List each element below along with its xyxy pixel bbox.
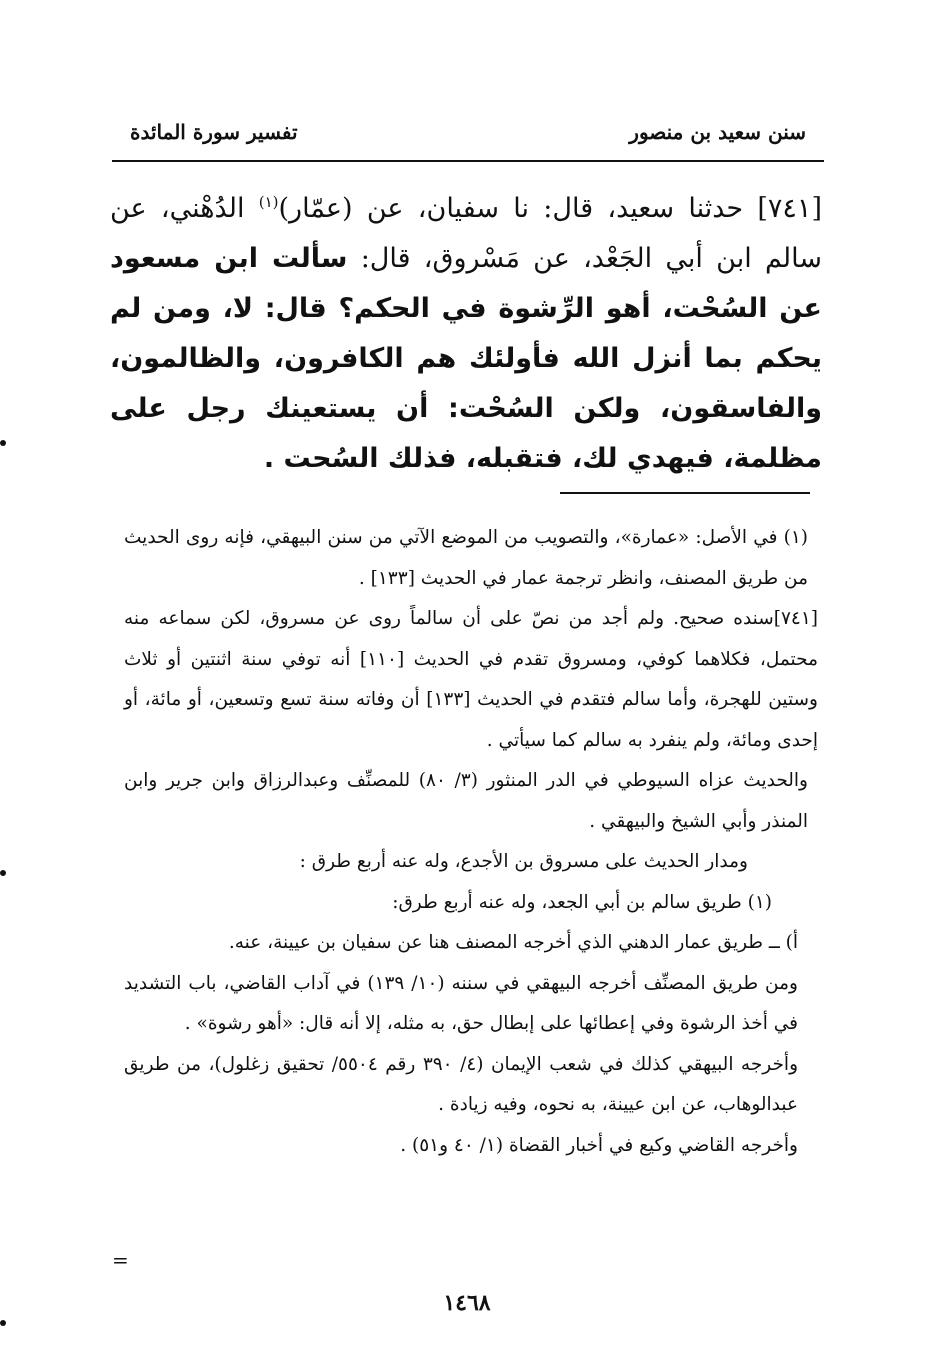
page-number: ١٤٦٨ xyxy=(443,1290,491,1316)
footnotes xyxy=(124,518,818,1166)
footnote-paragraph: وأخرجه البيهقي كذلك في شعب الإيمان (٤/ ٣٩٠ رقم ٥٥٠٤/ تحقيق زغلول)، من طريق عبدالوهاب، عن ابن عيينة، به نحوه، وفيه زيادة . xyxy=(124,1053,799,1115)
footnote-reference: (١) xyxy=(258,193,279,211)
footnote-paragraph: وأخرجه القاضي وكيع في أخبار القضاة (١/ ٤٠ و٥١) . xyxy=(400,1134,798,1156)
running-title-chapter: تفسير سورة المائدة xyxy=(130,120,298,144)
footnote-paragraph: والحديث عزاه السيوطي في الدر المنثور (٣/ ٨٠) للمصنِّف وعبدالرزاق وابن جرير وابن المنذر وأبي الشيخ والبيهقي . xyxy=(124,770,808,832)
footnote-paragraph: ومن طريق المصنِّف أخرجه البيهقي في سننه (١٠/ ١٣٩) في آداب القاضي، باب التشديد في أخذ الرشوة وفي إعطائها على إبطال حق، به مثله، إلا أنه قال: «أهو رشوة» . xyxy=(124,972,798,1034)
hadith-text xyxy=(110,184,822,484)
running-title-book: سنن سعيد بن منصور xyxy=(629,120,806,144)
header-rule xyxy=(112,160,824,162)
scan-edge-mark xyxy=(0,1320,6,1326)
footnote-1: (١) في الأصل: «عمارة»، والتصويب من الموضع الآتي من سنن البيهقي، فإنه روى الحديث من طريق المصنف، وانظر ترجمة عمار في الحديث [١٣٣] . xyxy=(124,527,808,589)
scan-edge-mark xyxy=(0,870,6,876)
hadith-isnad: حدثنا سعيد، قال: نا سفيان، عن (عمّار) xyxy=(278,193,744,224)
footnote-paragraph: (١) طريق سالم بن أبي الجعد، وله عنه أربع طرق: xyxy=(392,891,772,913)
hadith-number: [٧٤١] xyxy=(757,193,822,224)
footnote-separator xyxy=(560,492,810,494)
hadith-isnad-continued: الدُهْني، عن سالم ابن أبي الجَعْد، عن مَسْروق، قال: xyxy=(110,193,822,274)
scan-edge-mark xyxy=(0,440,6,446)
hadith-matn: سألت ابن مسعود عن السُحْت، أهو الرِّشوة في الحكم؟ قال: لا، ومن لم يحكم بما أنزل الله فأولئك هم الكافرون، والظالمون، والفاسقون، ولكن السُحْت: أن يستعينك رجل على مظلمة، فيهدي لك، فتقبله، فذلك السُحت . xyxy=(110,243,822,474)
footnote-commentary: [٧٤١]سنده صحيح. ولم أجد من نصّ على أن سالماً روى عن مسروق، لكن سماعه منه محتمل، فكلاهما كوفي، ومسروق تقدم في الحديث [١١٠] أنه توفي سنة اثنتين أو ثلاث وستين للهجرة، وأما سالم فتقدم في الحديث [١٣٣] أن وفاته سنة تسع وتسعين، أو مائة، أو إحدى ومائة، ولم ينفرد به سالم كما سيأتي . xyxy=(124,608,818,751)
footnote-paragraph: أ) ــ طريق عمار الدهني الذي أخرجه المصنف هنا عن سفيان بن عيينة، عنه. xyxy=(228,932,798,953)
continuation-mark: = xyxy=(112,1248,129,1272)
footnote-paragraph: ومدار الحديث على مسروق بن الأجدع، وله عنه أربع طرق : xyxy=(299,851,748,872)
